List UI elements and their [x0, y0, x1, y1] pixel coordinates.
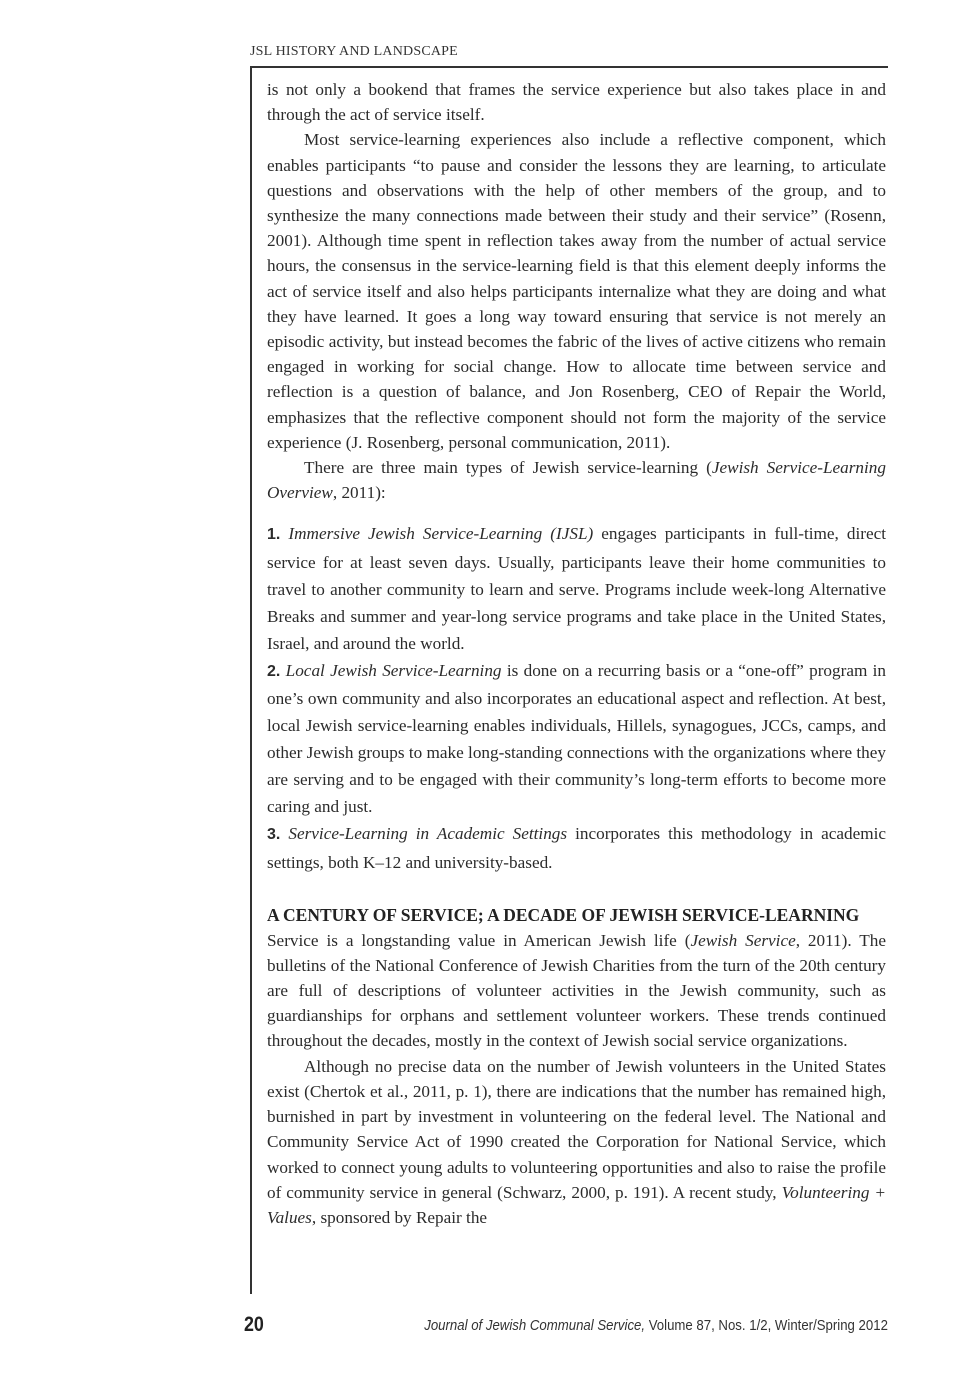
header-rule [250, 66, 888, 68]
journal-citation: Journal of Jewish Communal Service, Volume 87, Nos. 1/2, Winter/Spring 2012 [424, 1317, 888, 1334]
list-item: 3. Service-Learning in Academic Settings incorporates this methodology in academic settings, both K–12 and university-based. [267, 824, 886, 872]
paragraph: There are three main types of Jewish service-learning (Jewish Service-Learning Overview, 2011): [267, 458, 886, 503]
running-head: JSL HISTORY AND LANDSCAPE [250, 44, 458, 59]
article-body [267, 77, 886, 1230]
page-number: 20 [244, 1313, 264, 1336]
list-item: 1. Immersive Jewish Service-Learning (IJSL) engages participants in full-time, direct service for at least seven days. Usually, participants leave their home communities to travel to another community to learn and serve. Programs include week-long Alternative Breaks and summer and year-long service programs and take place in the United States, Israel, and around the world. [267, 524, 887, 653]
paragraph: Service is a longstanding value in American Jewish life (Jewish Service, 2011). The bulletins of the National Conference of Jewish Charities from the turn of the 20th century are full of descriptions of volunteer activities in the Jewish community, such as guardianships for orphans and settlement volunteer workers. These trends continued throughout the decades, mostly in the context of Jewish social service organizations. [267, 930, 886, 1051]
paragraph: Most service-learning experiences also include a reflective component, which enables participants “to pause and consider the lessons they are learning, to articulate questions and observations with the help of other members of the group, and to synthesize the many connections made between their study and their service” (Rosenn, 2001). Although time spent in reflection takes away from the number of actual service hours, the consensus in the service-learning field is that this element deeply informs the act of service itself and also helps participants internalize what they are doing and what they have learned. It goes a long way toward ensuring that service is not merely an episodic activity, but instead becomes the fabric of the lives of active citizens who remain engaged in working for social change. How to allocate time between service and reflection is a question of balance, and Jon Rosenberg, CEO of Repair the World, emphasizes that the reflective component should not form the majority of the service experience (J. Rosenberg, personal communication, 2011). [267, 130, 886, 452]
paragraph: is not only a bookend that frames the service experience but also takes place in and through the act of service itself. [267, 80, 886, 125]
paragraph: Although no precise data on the number of Jewish volunteers in the United States exist (Chertok et al., 2011, p. 1), there are indications that the number has remained high, burnished in part by investment in volunteering on the federal level. The National and Community Service Act of 1990 created the Corporation for National Service, which worked to connect young adults to volunteering opportunities and also to raise the profile of community service in general (Schwarz, 2000, p. 191). A recent study, Volunteering + Values, sponsored by Repair the [267, 1056, 886, 1227]
section-heading: A CENTURY OF SERVICE; A DECADE OF JEWISH SERVICE-LEARNING [267, 904, 860, 925]
list-item: 2. Local Jewish Service-Learning is done on a recurring basis or a “one-off” program in one’s own community and also incorporates an educational aspect and reflection. At best, local Jewish service-learning enables individuals, Hillels, synagogues, JCCs, camps, and other Jewish groups to make long-standing connections with the organizations where they are serving and to be engaged with their community’s long-term efforts to become more caring and just. [267, 660, 887, 817]
service-types-list [267, 520, 886, 875]
margin-rule [250, 66, 252, 1294]
